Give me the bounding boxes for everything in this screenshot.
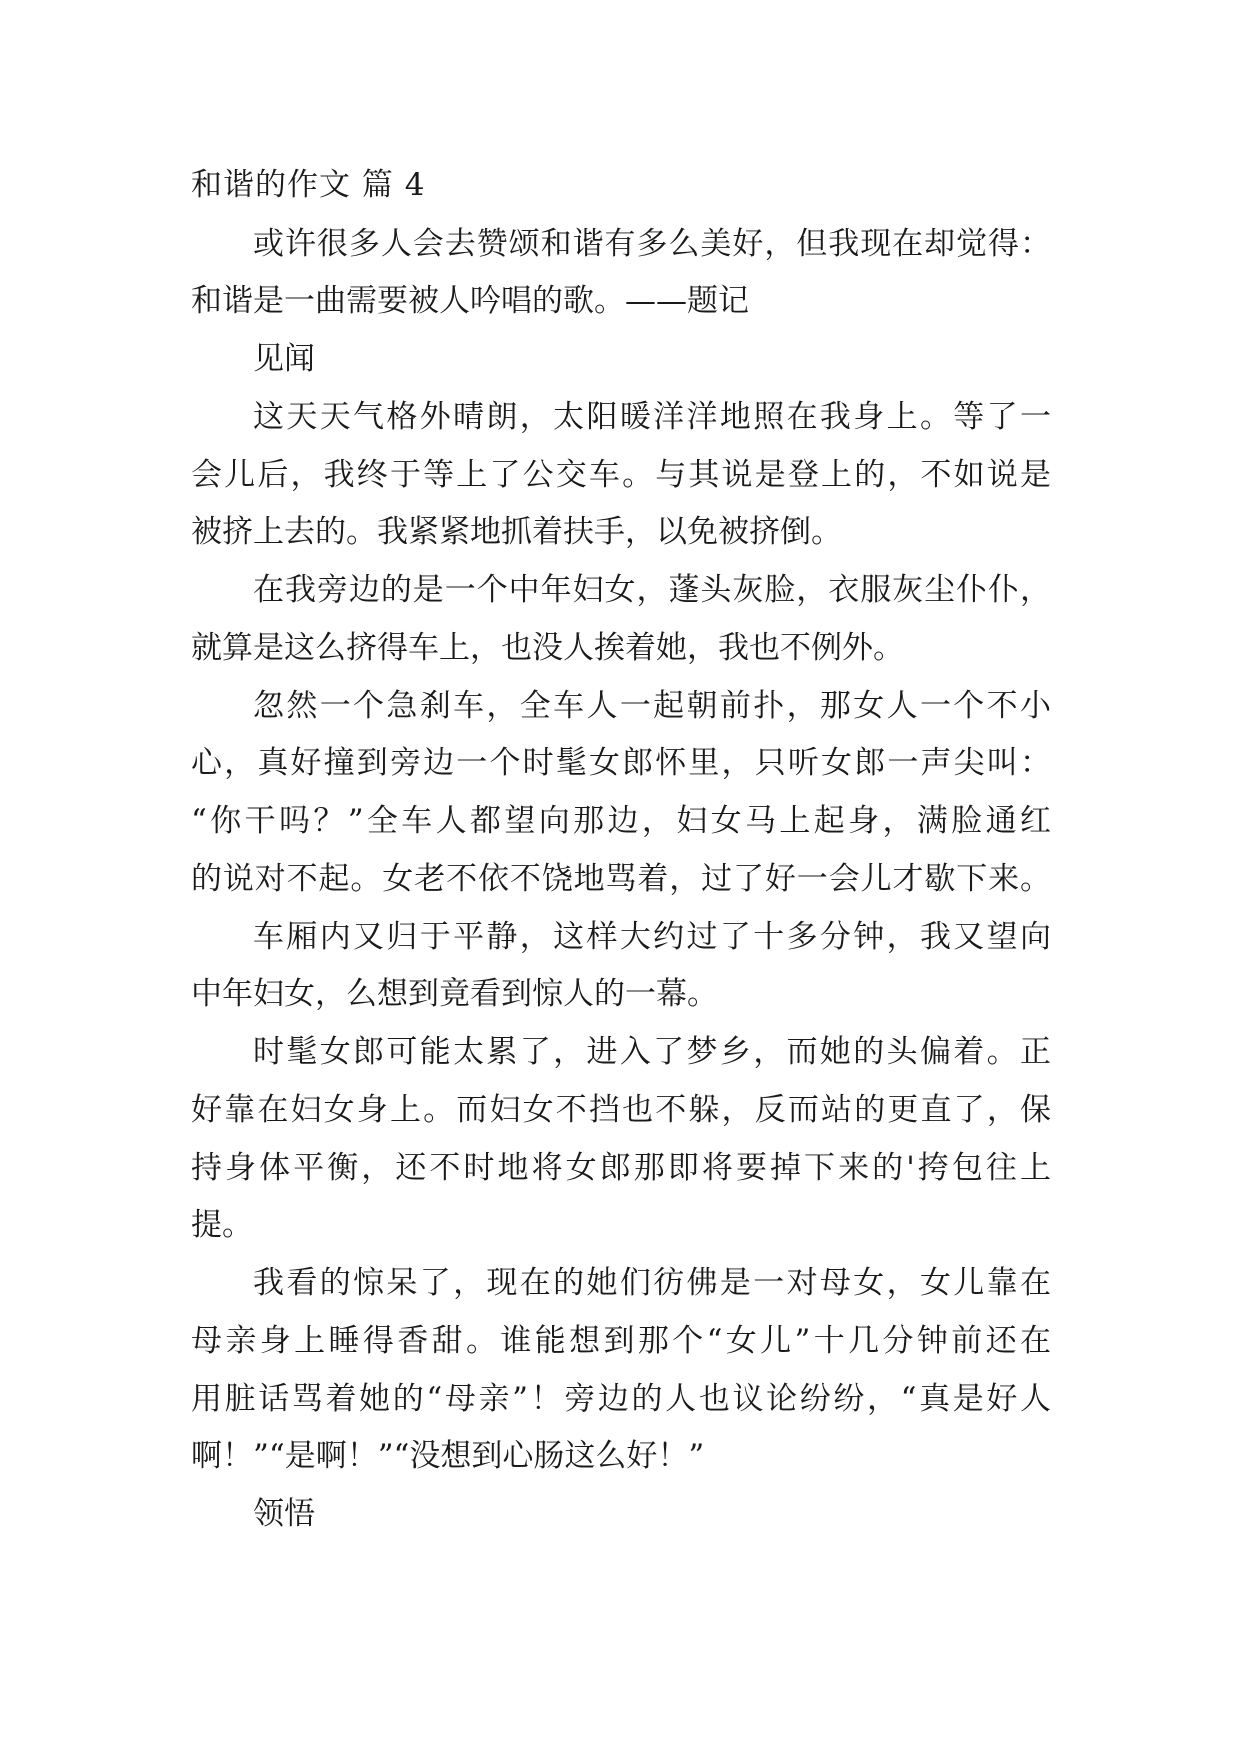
paragraph-line: 啊！”“是啊！”“没想到心肠这么好！” <box>191 1438 705 1474</box>
paragraph-line: 母亲身上睡得香甜。谁能想到那个“女儿”十几分钟前还在 <box>191 1323 1051 1359</box>
paragraph-line: 忽然一个急刹车，全车人一起朝前扑，那女人一个不小 <box>253 688 1051 724</box>
paragraph-line: 的说对不起。女老不依不饶地骂着，过了好一会儿才歇下来。 <box>191 861 1051 897</box>
paragraph-line: 车厢内又归于平静，这样大约过了十多分钟，我又望向 <box>253 919 1051 955</box>
paragraph-line: “你干吗？”全车人都望向那边，妇女马上起身，满脸通红 <box>191 803 1051 839</box>
paragraph-line: 这天天气格外晴朗，太阳暖洋洋地照在我身上。等了一 <box>253 399 1051 435</box>
paragraph-line: 用脏话骂着她的“母亲”！旁边的人也议论纷纷，“真是好人 <box>191 1381 1051 1417</box>
paragraph-line: 心，真好撞到旁边一个时髦女郎怀里，只听女郎一声尖叫： <box>191 745 1051 781</box>
paragraph-line: 在我旁边的是一个中年妇女，蓬头灰脸，衣服灰尘仆仆， <box>253 572 1051 608</box>
paragraph-line: 我看的惊呆了，现在的她们彷佛是一对母女，女儿靠在 <box>253 1265 1051 1301</box>
paragraph-line: 被挤上去的。我紧紧地抓着扶手，以免被挤倒。 <box>191 514 842 550</box>
section-heading-lingwu: 领悟 <box>253 1496 315 1532</box>
section-heading-jianwen: 见闻 <box>253 341 315 377</box>
paragraph-line: 或许很多人会去赞颂和谐有多么美好，但我现在却觉得： <box>253 226 1051 262</box>
paragraph-line: 就算是这么挤得车上，也没人挨着她，我也不例外。 <box>191 630 904 666</box>
paragraph-line: 提。 <box>191 1207 253 1243</box>
paragraph-line: 好靠在妇女身上。而妇女不挡也不躲，反而站的更直了，保 <box>191 1092 1051 1128</box>
paragraph-line: 和谐是一曲需要被人吟唱的歌。——题记 <box>191 283 749 319</box>
paragraph-line: 时髦女郎可能太累了，进入了梦乡，而她的头偏着。正 <box>253 1034 1051 1070</box>
document-title: 和谐的作文 篇 4 <box>191 167 426 203</box>
paragraph-line: 中年妇女，么想到竟看到惊人的一幕。 <box>191 976 718 1012</box>
paragraph-line: 持身体平衡，还不时地将女郎那即将要掉下来的'挎包往上 <box>191 1150 1051 1186</box>
paragraph-line: 会儿后，我终于等上了公交车。与其说是登上的，不如说是 <box>191 457 1051 493</box>
